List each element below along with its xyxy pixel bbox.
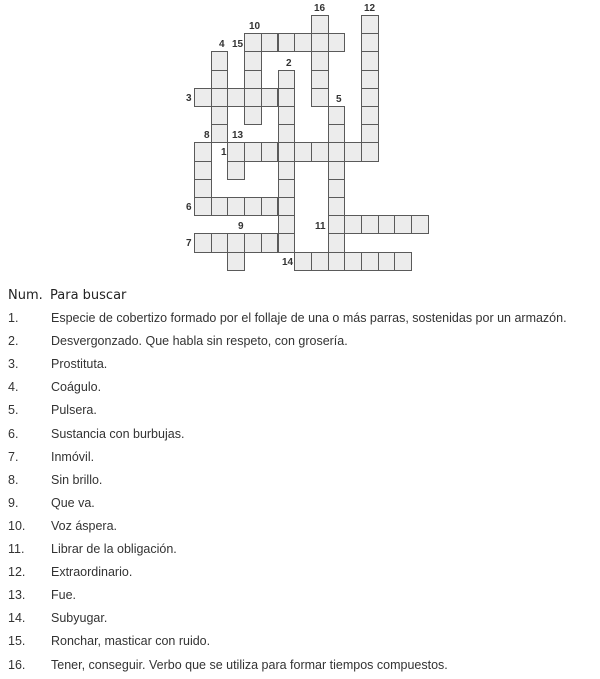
clue-number: 15. bbox=[8, 634, 26, 649]
grid-cell[interactable] bbox=[211, 51, 229, 70]
grid-cell[interactable] bbox=[244, 142, 262, 161]
clue-row bbox=[0, 542, 600, 562]
grid-cell[interactable] bbox=[378, 215, 396, 234]
header-num: Num. bbox=[8, 288, 43, 303]
grid-cell[interactable] bbox=[244, 233, 262, 252]
grid-cell[interactable] bbox=[244, 106, 262, 125]
header-para-buscar: Para buscar bbox=[50, 288, 127, 303]
grid-cell[interactable] bbox=[194, 197, 212, 216]
grid-cell[interactable] bbox=[278, 106, 296, 125]
grid-cell[interactable] bbox=[194, 142, 212, 161]
grid-cell[interactable] bbox=[328, 33, 346, 52]
grid-cell[interactable] bbox=[294, 252, 312, 271]
grid-cell[interactable] bbox=[311, 33, 329, 52]
clue-text: Extraordinario. bbox=[51, 565, 133, 580]
grid-cell[interactable] bbox=[328, 179, 346, 198]
grid-cell[interactable] bbox=[328, 124, 346, 143]
clue-row bbox=[0, 311, 600, 331]
clue-number-label: 10 bbox=[249, 21, 261, 32]
grid-cell[interactable] bbox=[261, 142, 279, 161]
clue-text: Inmóvil. bbox=[51, 449, 95, 464]
clue-number: 13. bbox=[8, 588, 26, 603]
clue-number-label: 13 bbox=[232, 130, 244, 141]
grid-cell[interactable] bbox=[328, 161, 346, 180]
clue-text: Sin brillo. bbox=[51, 472, 103, 487]
clue-row bbox=[0, 611, 600, 631]
clue-number-label: 4 bbox=[219, 39, 225, 50]
clue-text: Especie de cobertizo formado por el follaje de una o más parras, sostenidas por un armazón. bbox=[51, 311, 567, 325]
grid-cell[interactable] bbox=[227, 233, 245, 252]
clue-row bbox=[0, 473, 600, 493]
clue-row bbox=[0, 380, 600, 400]
clue-row bbox=[0, 450, 600, 470]
grid-cell[interactable] bbox=[311, 70, 329, 89]
grid-cell[interactable] bbox=[211, 88, 229, 107]
clue-number: 12. bbox=[8, 565, 26, 580]
clue-number-label: 7 bbox=[186, 238, 192, 249]
grid-cell[interactable] bbox=[311, 252, 329, 271]
clue-number-label: 3 bbox=[186, 93, 192, 104]
clue-text: Sustancia con burbujas. bbox=[51, 426, 185, 441]
grid-cell[interactable] bbox=[278, 142, 296, 161]
clue-row bbox=[0, 634, 600, 654]
grid-cell[interactable] bbox=[211, 70, 229, 89]
grid-cell[interactable] bbox=[278, 197, 296, 216]
clue-number: 4. bbox=[8, 380, 19, 395]
clue-number-label: 15 bbox=[232, 39, 244, 50]
clue-number-label: 1 bbox=[221, 147, 227, 158]
grid-cell[interactable] bbox=[328, 252, 346, 271]
clue-row bbox=[0, 496, 600, 516]
clue-number-label: 8 bbox=[204, 130, 210, 141]
clue-number: 10. bbox=[8, 518, 26, 533]
grid-cell[interactable] bbox=[328, 233, 346, 252]
clue-text: Ronchar, masticar con ruido. bbox=[51, 634, 211, 649]
clue-number-label: 14 bbox=[282, 257, 294, 268]
clue-number: 16. bbox=[8, 657, 26, 672]
clue-number-label: 16 bbox=[314, 3, 326, 14]
clue-number-label: 5 bbox=[336, 94, 342, 105]
grid-cell[interactable] bbox=[211, 106, 229, 125]
clue-row bbox=[0, 519, 600, 539]
clue-number-label: 12 bbox=[364, 3, 376, 14]
grid-cell[interactable] bbox=[294, 142, 312, 161]
grid-cell[interactable] bbox=[361, 106, 379, 125]
grid-cell[interactable] bbox=[311, 15, 329, 34]
grid-cell[interactable] bbox=[311, 51, 329, 70]
grid-cell[interactable] bbox=[227, 252, 245, 271]
clue-number: 8. bbox=[8, 472, 19, 487]
grid-cell[interactable] bbox=[361, 88, 379, 107]
grid-cell[interactable] bbox=[244, 51, 262, 70]
clue-number: 6. bbox=[8, 426, 19, 441]
clue-text: Prostituta. bbox=[51, 357, 108, 372]
clue-number-label: 2 bbox=[286, 58, 292, 69]
grid-cell[interactable] bbox=[244, 88, 262, 107]
grid-cell[interactable] bbox=[378, 252, 396, 271]
clue-number: 3. bbox=[8, 357, 19, 372]
grid-cell[interactable] bbox=[328, 106, 346, 125]
clue-text: Pulsera. bbox=[51, 403, 97, 418]
grid-cell[interactable] bbox=[194, 161, 212, 180]
grid-cell[interactable] bbox=[361, 51, 379, 70]
grid-cell[interactable] bbox=[278, 161, 296, 180]
grid-cell[interactable] bbox=[244, 197, 262, 216]
grid-cell[interactable] bbox=[311, 88, 329, 107]
grid-cell[interactable] bbox=[311, 142, 329, 161]
grid-cell[interactable] bbox=[194, 233, 212, 252]
grid-cell[interactable] bbox=[244, 70, 262, 89]
grid-cell[interactable] bbox=[361, 15, 379, 34]
clue-text: Tener, conseguir. Verbo que se utiliza para formar tiempos compuestos. bbox=[51, 657, 448, 672]
clue-row bbox=[0, 427, 600, 447]
clue-text: Coágulo. bbox=[51, 380, 102, 395]
grid-cell[interactable] bbox=[227, 197, 245, 216]
grid-cell[interactable] bbox=[194, 179, 212, 198]
clue-number: 11. bbox=[8, 542, 25, 556]
grid-cell[interactable] bbox=[344, 252, 362, 271]
clue-number-label: 6 bbox=[186, 202, 192, 213]
clue-number-label: 9 bbox=[238, 221, 244, 232]
clue-text: Fue. bbox=[51, 588, 77, 603]
grid-cell[interactable] bbox=[261, 197, 279, 216]
clue-text: Que va. bbox=[51, 495, 95, 510]
grid-cell[interactable] bbox=[211, 124, 229, 143]
grid-cell[interactable] bbox=[394, 215, 412, 234]
grid-cell[interactable] bbox=[194, 88, 212, 107]
clue-number: 7. bbox=[8, 449, 19, 464]
grid-cell[interactable] bbox=[328, 197, 346, 216]
grid-cell[interactable] bbox=[328, 215, 346, 234]
grid-cell[interactable] bbox=[278, 70, 296, 89]
clue-row bbox=[0, 658, 600, 678]
grid-cell[interactable] bbox=[278, 215, 296, 234]
clue-number: 1. bbox=[8, 311, 19, 325]
grid-cell[interactable] bbox=[227, 161, 245, 180]
grid-cell[interactable] bbox=[361, 70, 379, 89]
grid-cell[interactable] bbox=[227, 142, 245, 161]
grid-cell[interactable] bbox=[394, 252, 412, 271]
clue-text: Subyugar. bbox=[51, 611, 108, 626]
grid-cell[interactable] bbox=[361, 215, 379, 234]
grid-cell[interactable] bbox=[361, 33, 379, 52]
clue-number: 2. bbox=[8, 334, 19, 349]
grid-cell[interactable] bbox=[278, 88, 296, 107]
grid-cell[interactable] bbox=[261, 233, 279, 252]
clue-row bbox=[0, 565, 600, 585]
clue-row bbox=[0, 357, 600, 377]
grid-cell[interactable] bbox=[261, 33, 279, 52]
clue-number: 9. bbox=[8, 495, 19, 510]
grid-cell[interactable] bbox=[244, 33, 262, 52]
grid-cell[interactable] bbox=[278, 33, 296, 52]
grid-cell[interactable] bbox=[227, 88, 245, 107]
clue-text: Librar de la obligación. bbox=[51, 542, 177, 556]
grid-cell[interactable] bbox=[278, 179, 296, 198]
clue-text: Voz áspera. bbox=[51, 518, 118, 533]
clue-row bbox=[0, 334, 600, 354]
clue-row bbox=[0, 403, 600, 423]
grid-cell[interactable] bbox=[361, 124, 379, 143]
grid-cell[interactable] bbox=[278, 124, 296, 143]
clue-row bbox=[0, 588, 600, 608]
crossword-grid bbox=[0, 0, 600, 280]
clue-number: 5. bbox=[8, 403, 19, 418]
grid-cell[interactable] bbox=[294, 33, 312, 52]
grid-cell[interactable] bbox=[361, 142, 379, 161]
grid-cell[interactable] bbox=[361, 252, 379, 271]
grid-cell[interactable] bbox=[211, 233, 229, 252]
grid-cell[interactable] bbox=[211, 197, 229, 216]
grid-cell[interactable] bbox=[344, 215, 362, 234]
clue-text: Desvergonzado. Que habla sin respeto, con grosería. bbox=[51, 334, 348, 349]
grid-cell[interactable] bbox=[411, 215, 429, 234]
grid-cell[interactable] bbox=[344, 142, 362, 161]
grid-cell[interactable] bbox=[261, 88, 279, 107]
grid-cell[interactable] bbox=[328, 142, 346, 161]
clue-number: 14. bbox=[8, 611, 26, 626]
grid-cell[interactable] bbox=[278, 233, 296, 252]
clue-number-label: 11 bbox=[315, 221, 326, 232]
